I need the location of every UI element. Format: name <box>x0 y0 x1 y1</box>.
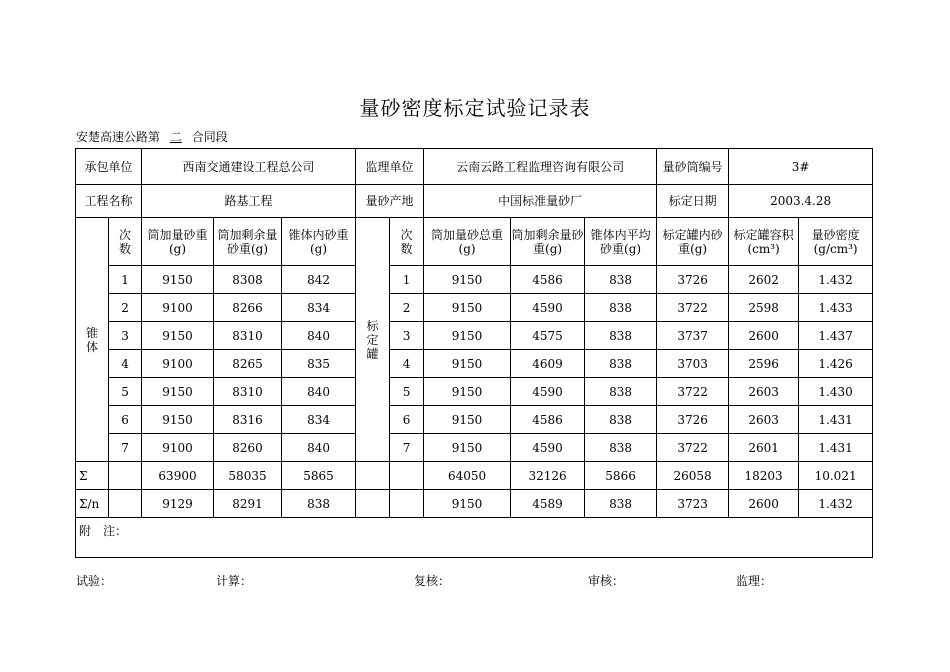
calib-density-cell: 1.433 <box>799 294 873 322</box>
date-value: 2003.4.28 <box>729 185 873 218</box>
table-row <box>76 266 873 294</box>
cone-times-cell: 7 <box>109 434 142 462</box>
table-row <box>76 378 873 406</box>
calib-remaining-cell: 4590 <box>511 434 585 462</box>
note-label: 附 注： <box>76 518 873 558</box>
calib-cone-avg-cell: 838 <box>585 322 657 350</box>
calib-times-cell: 5 <box>390 378 424 406</box>
calib-cone-avg-cell: 838 <box>585 266 657 294</box>
cone-times-cell: 2 <box>109 294 142 322</box>
project-label: 工程名称 <box>76 185 142 218</box>
cone-sand-remaining-cell: 8265 <box>214 350 282 378</box>
calib-times-cell: 4 <box>390 350 424 378</box>
avg-row-cone-sand-remaining: 8291 <box>214 490 282 518</box>
calib-total-cell: 9150 <box>424 266 511 294</box>
calib-remaining-header: 筒加剩余量砂重(g) <box>511 218 585 266</box>
sum-row-calib-jar-sand: 26058 <box>657 462 729 490</box>
calib-cone-avg-cell: 838 <box>585 350 657 378</box>
calib-remaining-cell: 4609 <box>511 350 585 378</box>
note-row <box>76 518 873 558</box>
cone-sand-added-header: 筒加量砂重(g) <box>142 218 214 266</box>
calib-cone-avg-header: 锥体内平均砂重(g) <box>585 218 657 266</box>
cone-sand-added-cell: 9150 <box>142 266 214 294</box>
calib-cone-avg-cell: 838 <box>585 406 657 434</box>
footer-audit: 审核： <box>588 574 625 588</box>
calib-total-header: 筒加量砂总重(g) <box>424 218 511 266</box>
project-value: 路基工程 <box>142 185 356 218</box>
sum-row-calib-cone-avg: 5866 <box>585 462 657 490</box>
calib-volume-cell: 2603 <box>729 406 799 434</box>
cone-sand-cell: 840 <box>282 434 356 462</box>
sum-row-cone-sand: 5865 <box>282 462 356 490</box>
cone-sand-added-cell: 9150 <box>142 322 214 350</box>
calib-remaining-cell: 4590 <box>511 378 585 406</box>
cone-sand-remaining-cell: 8310 <box>214 378 282 406</box>
footer-review: 复核： <box>414 574 451 588</box>
contract-prefix: 安楚高速公路第 <box>76 130 161 144</box>
calib-jar-sand-cell: 3722 <box>657 434 729 462</box>
table-row <box>76 322 873 350</box>
calib-density-cell: 1.431 <box>799 434 873 462</box>
cone-times-header: 次数 <box>109 218 142 266</box>
calib-remaining-cell: 4586 <box>511 406 585 434</box>
cone-times-cell: 5 <box>109 378 142 406</box>
calib-density-cell: 1.431 <box>799 406 873 434</box>
cone-sand-added-cell: 9150 <box>142 378 214 406</box>
sum-row-empty <box>356 462 390 490</box>
sum-row <box>76 462 873 490</box>
cone-sand-cell: 840 <box>282 322 356 350</box>
calib-volume-cell: 2600 <box>729 322 799 350</box>
calib-volume-cell: 2602 <box>729 266 799 294</box>
calib-jar-sand-cell: 3703 <box>657 350 729 378</box>
date-label: 标定日期 <box>657 185 729 218</box>
cone-sand-cell: 842 <box>282 266 356 294</box>
footer-test: 试验： <box>76 574 113 588</box>
avg-row-calib-remaining: 4589 <box>511 490 585 518</box>
avg-row-empty <box>109 490 142 518</box>
cone-sand-remaining-cell: 8308 <box>214 266 282 294</box>
origin-value: 中国标准量砂厂 <box>424 185 657 218</box>
cone-sand-remaining-header: 筒加剩余量砂重(g) <box>214 218 282 266</box>
avg-row-calib-jar-sand: 3723 <box>657 490 729 518</box>
calib-density-header: 量砂密度(g/cm³) <box>799 218 873 266</box>
cone-sand-added-cell: 9150 <box>142 406 214 434</box>
calib-remaining-cell: 4575 <box>511 322 585 350</box>
contractor-value: 西南交通建设工程总公司 <box>142 149 356 185</box>
table-row <box>76 406 873 434</box>
calib-times-cell: 7 <box>390 434 424 462</box>
contract-suffix: 合同段 <box>191 130 228 144</box>
calib-jar-sand-cell: 3722 <box>657 378 729 406</box>
calib-times-header: 次数 <box>390 218 424 266</box>
cone-group-label: 锥体 <box>76 218 109 462</box>
avg-row <box>76 490 873 518</box>
avg-row-calib-total: 9150 <box>424 490 511 518</box>
calibration-table <box>75 148 873 558</box>
header-row <box>76 218 873 266</box>
avg-row-cone-sand: 838 <box>282 490 356 518</box>
cone-sand-added-cell: 9100 <box>142 434 214 462</box>
table-row <box>76 434 873 462</box>
cone-times-cell: 3 <box>109 322 142 350</box>
page-title: 量砂密度标定试验记录表 <box>359 96 591 120</box>
contract-line <box>76 128 228 145</box>
sum-row-calib-volume: 18203 <box>729 462 799 490</box>
sum-row-empty <box>109 462 142 490</box>
cone-sand-cell: 835 <box>282 350 356 378</box>
sum-row-empty <box>390 462 424 490</box>
cone-sand-cell: 834 <box>282 406 356 434</box>
avg-row-label: Σ/n <box>76 490 109 518</box>
avg-row-cone-sand-added: 9129 <box>142 490 214 518</box>
calib-times-cell: 3 <box>390 322 424 350</box>
info-row-2 <box>76 185 873 218</box>
calib-volume-cell: 2596 <box>729 350 799 378</box>
calib-times-cell: 1 <box>390 266 424 294</box>
avg-row-empty <box>356 490 390 518</box>
calib-jar-sand-cell: 3737 <box>657 322 729 350</box>
calib-jar-sand-cell: 3722 <box>657 294 729 322</box>
table-row <box>76 294 873 322</box>
cone-sand-remaining-cell: 8310 <box>214 322 282 350</box>
calib-volume-cell: 2603 <box>729 378 799 406</box>
cone-times-cell: 6 <box>109 406 142 434</box>
calib-times-cell: 2 <box>390 294 424 322</box>
calib-density-cell: 1.437 <box>799 322 873 350</box>
calib-total-cell: 9150 <box>424 434 511 462</box>
calib-volume-cell: 2601 <box>729 434 799 462</box>
calib-jar-sand-header: 标定罐内砂重(g) <box>657 218 729 266</box>
contractor-label: 承包单位 <box>76 149 142 185</box>
sum-row-calib-density: 10.021 <box>799 462 873 490</box>
cone-sand-remaining-cell: 8316 <box>214 406 282 434</box>
calib-total-cell: 9150 <box>424 378 511 406</box>
origin-label: 量砂产地 <box>356 185 424 218</box>
calib-volume-header: 标定罐容积(cm³) <box>729 218 799 266</box>
avg-row-calib-density: 1.432 <box>799 490 873 518</box>
calib-total-cell: 9150 <box>424 406 511 434</box>
avg-row-calib-volume: 2600 <box>729 490 799 518</box>
calib-times-cell: 6 <box>390 406 424 434</box>
cone-times-cell: 1 <box>109 266 142 294</box>
sum-row-calib-total: 64050 <box>424 462 511 490</box>
supervisor-value: 云南云路工程监理咨询有限公司 <box>424 149 657 185</box>
calib-cone-avg-cell: 838 <box>585 294 657 322</box>
contract-number: 二 <box>169 130 182 144</box>
calib-volume-cell: 2598 <box>729 294 799 322</box>
cone-sand-remaining-cell: 8266 <box>214 294 282 322</box>
cone-sand-remaining-cell: 8260 <box>214 434 282 462</box>
avg-row-calib-cone-avg: 838 <box>585 490 657 518</box>
calib-remaining-cell: 4586 <box>511 266 585 294</box>
calib-cone-avg-cell: 838 <box>585 378 657 406</box>
info-row-1 <box>76 149 873 185</box>
cone-sand-header: 锥体内砂重(g) <box>282 218 356 266</box>
table-row <box>76 350 873 378</box>
cone-times-cell: 4 <box>109 350 142 378</box>
calib-group-label: 标定罐 <box>356 218 390 462</box>
calib-jar-sand-cell: 3726 <box>657 406 729 434</box>
cone-sand-added-cell: 9100 <box>142 350 214 378</box>
cyl-no-value: 3# <box>729 149 873 185</box>
calib-total-cell: 9150 <box>424 350 511 378</box>
supervisor-label: 监理单位 <box>356 149 424 185</box>
calib-density-cell: 1.430 <box>799 378 873 406</box>
cone-sand-cell: 840 <box>282 378 356 406</box>
sum-row-calib-remaining: 32126 <box>511 462 585 490</box>
calib-total-cell: 9150 <box>424 294 511 322</box>
footer-calc: 计算： <box>216 574 253 588</box>
calib-remaining-cell: 4590 <box>511 294 585 322</box>
calib-density-cell: 1.426 <box>799 350 873 378</box>
cone-sand-added-cell: 9100 <box>142 294 214 322</box>
cone-sand-cell: 834 <box>282 294 356 322</box>
cyl-no-label: 量砂筒编号 <box>657 149 729 185</box>
calib-total-cell: 9150 <box>424 322 511 350</box>
sum-row-cone-sand-remaining: 58035 <box>214 462 282 490</box>
calib-cone-avg-cell: 838 <box>585 434 657 462</box>
footer-supervision: 监理： <box>736 574 773 588</box>
calib-jar-sand-cell: 3726 <box>657 266 729 294</box>
sum-row-cone-sand-added: 63900 <box>142 462 214 490</box>
avg-row-empty <box>390 490 424 518</box>
calib-density-cell: 1.432 <box>799 266 873 294</box>
sum-row-label: Σ <box>76 462 109 490</box>
